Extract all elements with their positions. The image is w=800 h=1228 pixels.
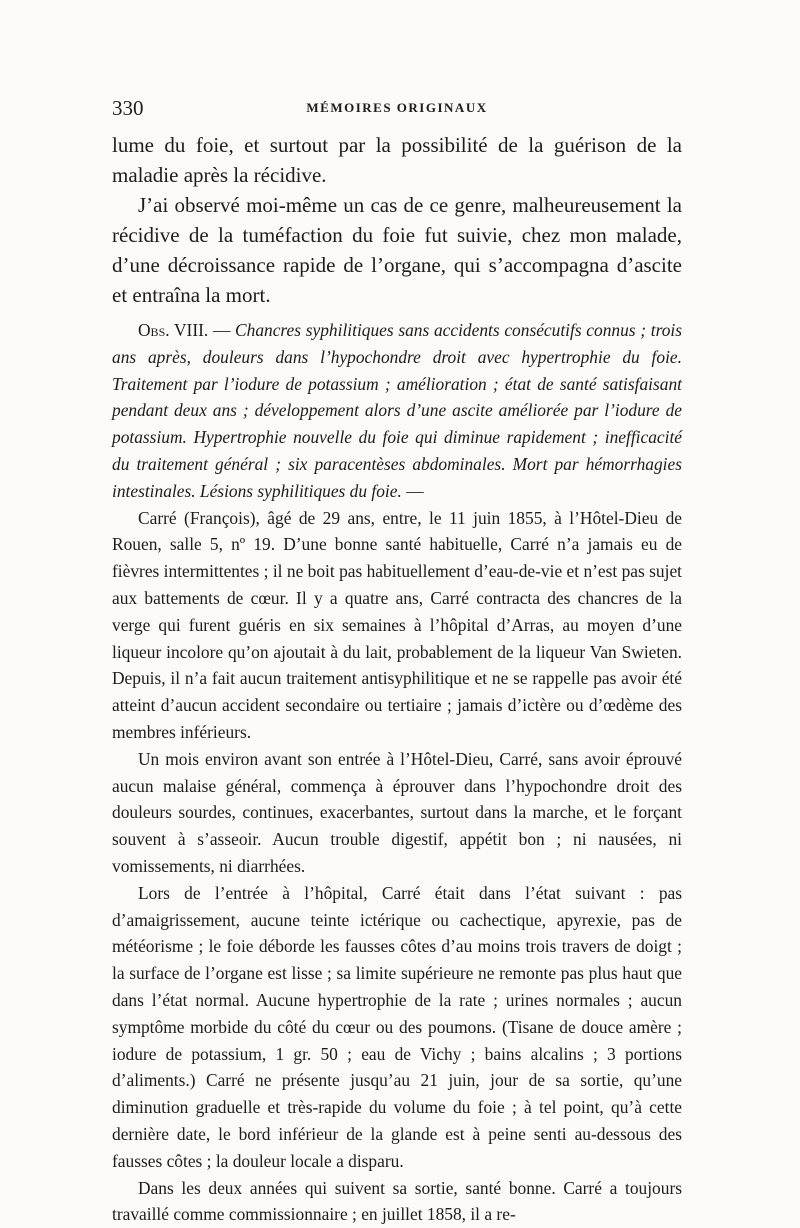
observation-paragraph-4: Dans les deux années qui suivent sa sortie, santé bonne. Carré a toujours travaillé comme commissionnaire ; en juillet 1858, il a re- [112, 1175, 682, 1228]
observation-paragraph-1: Carré (François), âgé de 29 ans, entre, le 11 juin 1855, à l’Hôtel-Dieu de Rouen, salle 5, nº 19. D’une bonne santé habituelle, Carré n’a jamais eu de fièvres intermittentes ; il ne boit pas habituellement d’eau-de-vie et n’est pas sujet aux battements de cœur. Il y a quatre ans, Carré contracta des chancres de la verge qui furent guéris en six semaines à l’hôpital d’Arras, au moyen d’une liqueur incolore qu’on ajoutait à du lait, probablement de la liqueur Van Swieten. Depuis, il n’a fait aucun traitement antisyphilitique et ne se rappelle pas avoir été atteint d’aucun accident secondaire ou tertiaire ; jamais d’ictère ou d’œdème des membres inférieurs. [112, 505, 682, 746]
intro-paragraph-2: J’ai observé moi-même un cas de ce genre, malheureusement la récidive de la tuméfaction du foie fut suivie, chez mon malade, d’une décroissance rapide de l’organe, qui s’accompagna d’ascite et entraîna la mort. [112, 190, 682, 310]
observation-paragraph-3: Lors de l’entrée à l’hôpital, Carré était dans l’état suivant : pas d’amaigrissement, aucune teinte ictérique ou cachectique, apyrexie, pas de météorisme ; le foie déborde les fausses côtes d’au moins trois travers de doigt ; la surface de l’organe est lisse ; sa limite supérieure ne remonte pas plus haut que dans l’état normal. Aucune hypertrophie de la rate ; urines normales ; aucun symptôme morbide du côté du cœur ou des poumons. (Tisane de douce amère ; iodure de potassium, 1 gr. 50 ; eau de Vichy ; bains alcalins ; 3 portions d’aliments.) Carré ne présente jusqu’au 21 juin, jour de sa sortie, qu’une diminution graduelle et très-rapide du volume du foie ; à tel point, qu’à cette dernière date, le bord inférieur de la glande est à peine senti au-dessous des fausses côtes ; la douleur locale a disparu. [112, 880, 682, 1175]
page-number: 330 [112, 96, 144, 121]
intro-text [112, 130, 682, 310]
observation-section [112, 317, 682, 1228]
observation-summary-text: Chancres syphilitiques sans accidents consécutifs connus ; trois ans après, douleurs dans l’hypochondre droit avec hypertrophie du foie. Traitement par l’iodure de potassium ; amélioration ; état de santé satisfaisant pendant deux ans ; développement alors d’une ascite améliorée par l’iodure de potassium. Hypertrophie nouvelle du foie qui diminue rapidement ; inefficacité du traitement général ; six paracentèses abdominales. Mort par hémorrhagies intestinales. Lésions syphilitiques du foie. [112, 320, 682, 501]
running-title: MÉMOIRES ORIGINAUX [112, 100, 682, 116]
page-header [112, 96, 682, 124]
observation-paragraph-2: Un mois environ avant son entrée à l’Hôtel-Dieu, Carré, sans avoir éprouvé aucun malaise général, commença à éprouver dans l’hypochondre droit des douleurs sourdes, continues, exacerbantes, surtout dans la marche, et le forçant souvent à s’asseoir. Aucun trouble digestif, appétit bon ; ni nausées, ni vomissements, ni diarrhées. [112, 746, 682, 880]
intro-paragraph-1: lume du foie, et surtout par la possibilité de la guérison de la maladie après la récidive. [112, 130, 682, 190]
observation-summary-end: — [402, 481, 424, 501]
observation-label: Obs. VIII. [138, 320, 208, 340]
observation-dash: — [208, 320, 235, 340]
observation-summary [112, 317, 682, 505]
